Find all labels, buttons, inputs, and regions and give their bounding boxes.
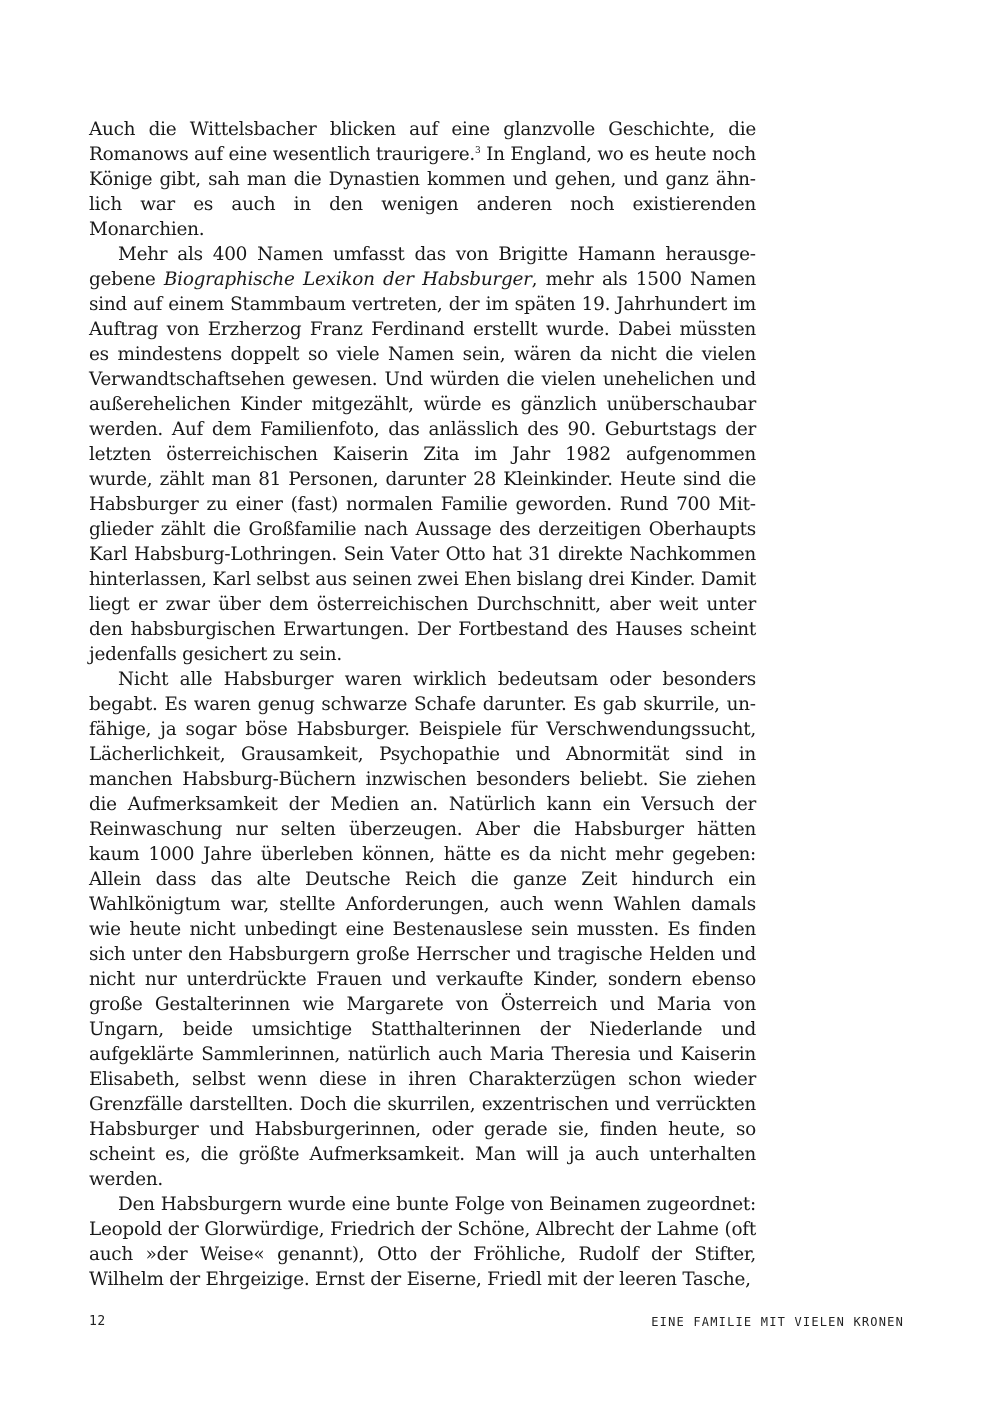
paragraph-1 bbox=[89, 117, 756, 242]
paragraph-2 bbox=[89, 242, 756, 667]
text-run: Nicht alle Habsburger waren wirklich bedeutsam oder besonders begabt. Es waren genug schwarze Schafe darunter. Es gab skurrile, unfähige, ja sogar böse Habsburger. Beispiele für Verschwendungssucht, Lächerlichkeit, Grausamkeit, Psychopathie und Abnormität sind in manchen Habsburg-Büchern inzwischen besonders beliebt. Sie ziehen die Aufmerksamkeit der Medien an. Natürlich kann ein Versuch der Reinwaschung nur selten überzeugen. Aber die Habsburger hätten kaum 1000 Jahre überleben können, hätte es da nicht mehr gegeben: Allein dass das alte Deutsche Reich die ganze Zeit hindurch ein Wahlkönigtum war, stellte Anforderungen, auch wenn Wahlen damals wie heute nicht unbedingt eine Bestenauslese sein mussten. Es finden sich unter den Habsburgern große Herrscher und tragische Helden und nicht nur unterdrückte Frauen und verkaufte Kinder, sondern ebenso große Gestalterinnen wie Margarete von Österreich und Maria von Ungarn, beide umsichtige Statthalterinnen der Niederlande und aufgeklärte Sammlerinnen, natürlich auch Maria Theresia und Kaiserin Elisabeth, selbst wenn diese in ihren Charakterzügen schon wieder Grenzfälle darstellten. Doch die skurrilen, exzentrischen und verrückten Habsburger und Habsburgerinnen, oder gerade sie, finden heute, so scheint es, die größte Aufmerksamkeit. Man will ja auch unterhalten werden. bbox=[89, 669, 756, 1190]
paragraph-4 bbox=[89, 1192, 756, 1292]
footnote-reference[interactable]: 3 bbox=[474, 146, 481, 156]
text-run: , mehr als 1500 Namen sind auf einem Stammbaum vertreten, der im späten 19. Jahrhundert im Auftrag von Erzherzog Franz Ferdinand erstellt wurde. Dabei müssten es mindestens doppelt so viele Namen sein, wären da nicht die vielen Verwandtschaftsehen gewesen. Und würden die vielen unehelichen und außerehelichen Kinder mitgezählt, würde es gänzlich unüberschaubar werden. Auf dem Familienfoto, das anlässlich des 90. Geburtstags der letzten österreichischen Kaiserin Zita im Jahr 1982 aufgenommen wurde, zählt man 81 Personen, darunter 28 Kleinkinder. Heute sind die Habsburger zu einer (fast) normalen Familie geworden. Rund 700 Mitglieder zählt die Großfamilie nach Aussage des derzeitigen Oberhaupts Karl Habsburg-Lothringen. Sein Vater Otto hat 31 direkte Nachkommen hinterlassen, Karl selbst aus seinen zwei Ehen bislang drei Kinder. Damit liegt er zwar über dem österreichischen Durchschnitt, aber weit unter den habsburgischen Erwartungen. Der Fortbestand des Hauses scheint jedenfalls gesichert zu sein. bbox=[89, 269, 757, 665]
text-run: In England, wo es heute noch Könige gibt, sah man die Dynastien kommen und gehen, und ganz ähnlich war es auch in den wenigen anderen noch existierenden Monarchien. bbox=[89, 144, 757, 240]
text-run: Auch die Wittelsbacher blicken auf eine glanzvolle Geschichte, die Romanows auf eine wesentlich traurigere. bbox=[89, 119, 756, 165]
text-run: Den Habsburgern wurde eine bunte Folge von Beinamen zugeordnet: Leopold der Glorwürdige, Friedrich der Schöne, Albrecht der Lahme (oft auch »der Weise« genannt), Otto der Fröhliche, Rudolf der Stifter, Wilhelm der Ehrgeizige. Ernst der Eiserne, Friedl mit der leeren Tasche, bbox=[89, 1194, 756, 1290]
running-head: EINE FAMILIE MIT VIELEN KRONEN bbox=[651, 1315, 904, 1329]
text-run: Mehr als 400 Namen umfasst das von Brigitte Hamann herausgegebene bbox=[89, 244, 756, 290]
paragraph-3 bbox=[89, 667, 756, 1192]
body-text bbox=[89, 117, 756, 1292]
book-title: Biographische Lexikon der Habsburger bbox=[163, 269, 532, 290]
page-number: 12 bbox=[89, 1314, 106, 1329]
